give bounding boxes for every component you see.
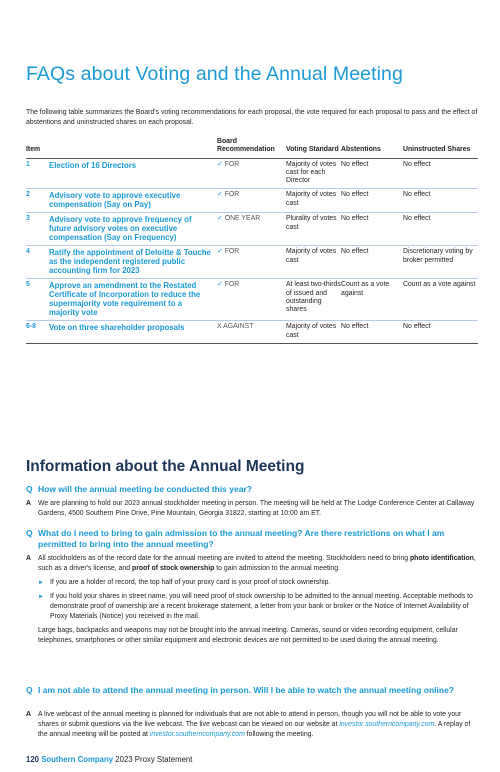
a-label: A (26, 500, 31, 507)
table-row (26, 246, 478, 279)
question-text: What do I need to bring to gain admission to the annual meeting? Are there restrictions on what I am permitted to bring into the annual meeting? (38, 528, 445, 549)
faq-answer (26, 499, 478, 519)
check-icon: ✓ (217, 191, 223, 199)
investor-site-link[interactable]: investor.southerncompany.com (149, 731, 245, 738)
voting-standard: Majority of votes cast (286, 189, 341, 213)
board-recommendation: ONE YEAR (224, 215, 261, 223)
table-row (26, 158, 478, 189)
faq-question (26, 685, 478, 696)
list-item: ► If you hold your shares in street name, you will need proof of stock ownership to be admitted to the annual meeting. Acceptable methods to demonstrate proof of ownership are a recent brokerage statement, a letter from your bank or broker or the Notice of Internet Availability of Proxy Materials (Notice) you received in the mail. (38, 593, 473, 620)
uninstructed-shares: No effect (403, 189, 478, 213)
voting-standard: Majority of votes cast for each Director (286, 158, 341, 189)
board-recommendation: AGAINST (223, 323, 254, 331)
investor-site-link[interactable]: investor.southerncompany.com (339, 721, 435, 728)
header-voting-standard: Voting Standard (286, 138, 341, 158)
abstentions: No effect (341, 246, 403, 279)
q-label: Q (26, 685, 33, 695)
x-mark-icon: X (217, 323, 222, 331)
check-icon: ✓ (217, 215, 223, 223)
section-title: Information about the Annual Meeting (26, 458, 305, 475)
page-footer (26, 755, 192, 764)
proposal-title: Vote on three shareholder proposals (49, 321, 217, 344)
page-title: FAQs about Voting and the Annual Meeting (26, 63, 403, 85)
table-row (26, 189, 478, 213)
bullet-triangle-icon: ► (38, 580, 44, 586)
voting-standard: At least two-thirds of issued and outstanding shares (286, 279, 341, 321)
voting-standard: Majority of votes cast (286, 246, 341, 279)
faq-question (26, 528, 478, 550)
table-row (26, 213, 478, 246)
item-number: 6-8 (26, 321, 49, 344)
proposal-title: Approve an amendment to the Restated Certificate of Incorporation to reduce the supermajority vote requirement to a majority vote (49, 279, 217, 321)
answer-paragraph: Large bags, backpacks and weapons may not be brought into the annual meeting. Cameras, sound or video recording equipment, cellular telephones, smartphones or other similar equipment and electronic devices are not permitted to be used during the annual meeting. (38, 627, 458, 644)
header-uninstructed-shares: Uninstructed Shares (403, 138, 478, 158)
abstentions: No effect (341, 321, 403, 344)
question-text: I am not able to attend the annual meeting in person. Will I be able to watch the annual meeting online? (38, 685, 454, 695)
photo-identification: photo identification (409, 555, 474, 562)
table-header-row (26, 138, 478, 158)
check-icon: ✓ (217, 248, 223, 256)
faq-answer: A A live webcast of the annual meeting is planned for individuals that are not able to attend in person, though you will not be able to vote your shares or submit questions via the live webcast. The live webcast can be viewed on our website at investor.southerncompany.com. A replay of the annual meeting will be posted at investor.southerncompany.com following the meeting. (26, 711, 471, 738)
header-board-recommendation: Board Recommendation (217, 138, 286, 158)
uninstructed-shares: Discretionary voting by broker permitted (403, 246, 478, 279)
proposal-title: Election of 16 Directors (49, 158, 217, 189)
board-recommendation: FOR (224, 191, 240, 199)
voting-summary-table (26, 138, 478, 344)
item-number: 3 (26, 213, 49, 246)
board-recommendation: FOR (224, 248, 240, 256)
abstentions: No effect (341, 213, 403, 246)
proposal-title: Advisory vote to approve frequency of future advisory votes on executive compensation (Say on Frequency) (49, 213, 217, 246)
check-icon: ✓ (217, 160, 223, 168)
table-row (26, 321, 478, 344)
proof-of-stock-ownership: proof of stock ownership (132, 565, 215, 572)
answer-paragraph: All stockholders as of the record date for the annual meeting are invited to attend the meeting. Stockholders need to bring photo identification, such as a driver's license, and proof of stock ownership to gain admission to the annual meeting. (38, 555, 476, 572)
uninstructed-shares: No effect (403, 321, 478, 344)
answer-text: We are planning to hold our 2023 annual stockholder meeting in person. The meeting will be held at The Lodge Conference Center at Callaway Gardens, 4500 Southern Pine Drive, Pine Mountain, Georgia 31822, starting at 10:00 am ET. (38, 500, 475, 517)
abstentions: No effect (341, 189, 403, 213)
item-number: 5 (26, 279, 49, 321)
question-text: How will the annual meeting be conducted this year? (38, 484, 252, 494)
intro-paragraph: The following table summarizes the Board's voting recommendations for each proposal, the vote required for each proposal to pass and the effect of abstentions and uninstructed shares on each proposal. (26, 109, 478, 126)
a-label: A (26, 555, 31, 562)
uninstructed-shares: No effect (403, 158, 478, 189)
faq-question (26, 484, 478, 495)
table-row (26, 279, 478, 321)
uninstructed-shares: No effect (403, 213, 478, 246)
item-number: 1 (26, 158, 49, 189)
board-recommendation: FOR (224, 160, 240, 168)
voting-standard: Majority of votes cast (286, 321, 341, 344)
proposal-title: Advisory vote to approve executive compensation (Say on Pay) (49, 189, 217, 213)
voting-standard: Plurality of votes cast (286, 213, 341, 246)
company-name: Southern Company (41, 755, 114, 764)
uninstructed-shares: Count as a vote against (403, 279, 478, 321)
header-abstentions: Abstentions (341, 138, 403, 158)
abstentions: Count as a vote against (341, 279, 403, 321)
bullet-triangle-icon: ► (38, 594, 44, 600)
q-label: Q (26, 484, 33, 494)
q-label: Q (26, 528, 33, 538)
board-recommendation: FOR (224, 281, 240, 289)
page-number: 120 (26, 755, 40, 764)
item-number: 2 (26, 189, 49, 213)
list-item: ► If you are a holder of record, the top half of your proxy card is your proof of stock ownership. (38, 579, 331, 586)
item-number: 4 (26, 246, 49, 279)
header-item: Item (26, 138, 49, 158)
faq-answer (26, 554, 478, 650)
check-icon: ✓ (217, 281, 223, 289)
abstentions: No effect (341, 158, 403, 189)
document-name: 2023 Proxy Statement (115, 755, 193, 764)
proposal-title: Ratify the appointment of Deloitte & Touche as the independent registered public accounting firm for 2023 (49, 246, 217, 279)
a-label: A (26, 711, 31, 718)
